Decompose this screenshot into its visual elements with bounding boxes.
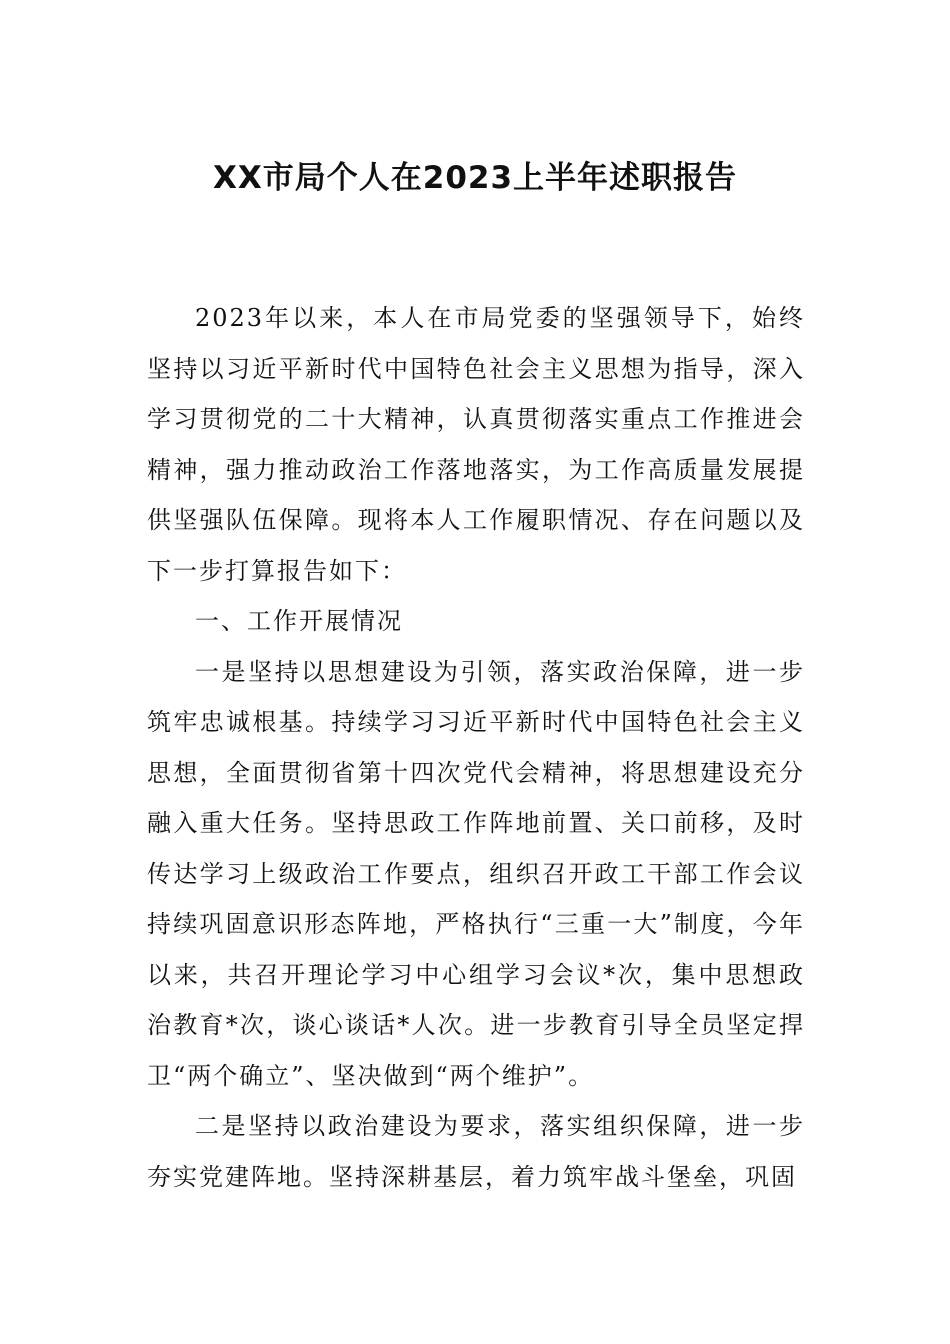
section-heading: 一、工作开展情况 xyxy=(195,607,403,635)
intro-paragraph: 2023年以来，本人在市局党委的坚强领导下，始终坚持以习近平新时代中国特色社会主义思想为指导，深入学习贯彻党的二十大精神，认真贯彻落实重点工作推进会精神，强力推动政治工作落地落实，为工作高质量发展提供坚强队伍保障。现将本人工作履职情况、存在问题以及下一步打算报告如下： xyxy=(147,304,805,585)
document-body xyxy=(147,293,805,1202)
paragraph-ideological-building: 一是坚持以思想建设为引领，落实政治保障，进一步筑牢忠诚根基。持续学习习近平新时代中国特色社会主义思想，全面贯彻省第十四次党代会精神，将思想建设充分融入重大任务。坚持思政工作阵地前置、关口前移，及时传达学习上级政治工作要点，组织召开政工干部工作会议持续巩固意识形态阵地，严格执行“三重一大”制度，今年以来，共召开理论学习中心组学习会议*次，集中思想政治教育*次，谈心谈话*人次。进一步教育引导全员坚定捍卫“两个确立”、坚决做到“两个维护”。 xyxy=(147,657,805,1090)
document-title: XX市局个人在2023上半年述职报告 xyxy=(212,160,738,196)
paragraph-political-building: 二是坚持以政治建设为要求，落实组织保障，进一步夯实党建阵地。坚持深耕基层，着力筑牢战斗堡垒，巩固 xyxy=(147,1112,805,1191)
